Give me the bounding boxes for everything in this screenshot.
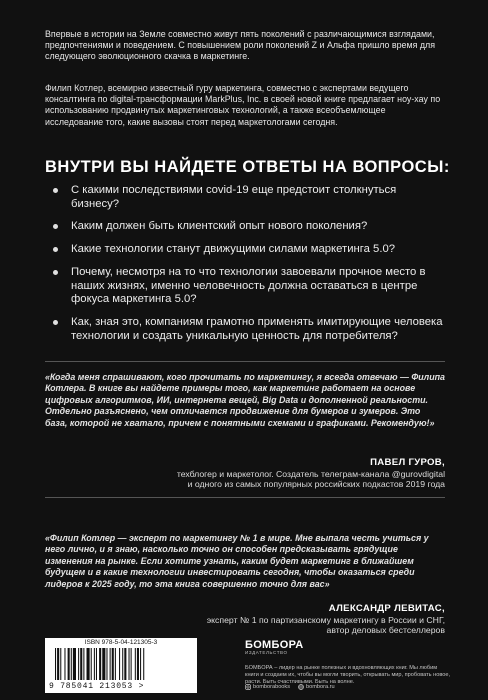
- instagram-icon: [245, 684, 251, 690]
- barcode: [45, 638, 197, 693]
- barcode-bar: [60, 648, 61, 680]
- bullet-icon: [53, 224, 58, 229]
- author-name: АЛЕКСАНДР ЛЕВИТАС,: [328, 603, 445, 614]
- barcode-bar: [115, 648, 116, 680]
- bullet-icon: [53, 270, 58, 275]
- barcode-bar: [64, 648, 65, 680]
- barcode-bar: [106, 648, 107, 680]
- barcode-bar: [68, 648, 70, 680]
- author-role: и одного из самых популярных российских подкастов 2019 года: [187, 479, 445, 489]
- author-name: ПАВЕЛ ГУРОВ,: [370, 457, 445, 468]
- barcode-bars: [55, 648, 189, 680]
- barcode-bar: [122, 648, 123, 680]
- author-role: автор деловых бестселлеров: [326, 625, 445, 635]
- question-item: Как, зная это, компаниям грамотно применять имитирующие человека технологии и создать уникальную ценность для потребителя?: [53, 316, 445, 343]
- barcode-bar: [137, 648, 139, 680]
- barcode-bar: [131, 648, 132, 680]
- bullet-icon: [53, 188, 58, 193]
- barcode-bar: [124, 648, 126, 680]
- testimonial-quote-2: «Филип Котлер — эксперт по маркетингу № 1 в мире. Мне выпала честь учиться у него лично, и я знаю, насколько точно он способен предсказывать грядущие изменения на рынке. Если хотите узнать, каким будет маркетинг в ближайшем будущем и в какие технологии инвестировать сегодня, чтобы оказаться среди лидеров к 2025 году, то эта книга совершенно точно для вас»: [45, 533, 429, 589]
- barcode-bar: [143, 648, 144, 680]
- barcode-bar: [87, 648, 90, 680]
- social-website[interactable]: bombora.ru: [298, 684, 335, 690]
- question-item: Каким должен быть клиентский опыт нового поколения?: [53, 220, 445, 234]
- author-role: техблогер и маркетолог. Создатель телеграм-канала @gurovdigital: [176, 468, 445, 479]
- isbn-label: ISBN 978-5-04-121305-3: [84, 639, 158, 646]
- testimonial-quote-1: «Когда меня спрашивают, кого прочитать по маркетингу, я всегда отвечаю — Филипа Котлера. В книге вы найдете примеры того, как маркетинг работает на основе цифровых алгоритмов, ИИ, интернета вещей, Big Data и дополненной реальности. Отдельно разъяснено, чем отличается продвижение для бумеров и зумеров. Это база, которой не хватало, причем с понятными схемами и графиками. Рекомендую!»: [45, 372, 445, 428]
- barcode-bar: [83, 648, 84, 680]
- bullet-icon: [53, 320, 58, 325]
- barcode-bar: [110, 648, 111, 680]
- barcode-bar: [71, 648, 72, 680]
- barcode-bar: [94, 648, 95, 680]
- publisher-social: [245, 684, 335, 690]
- divider: [45, 361, 445, 362]
- globe-icon: [298, 684, 304, 690]
- intro-paragraph-1: Впервые в истории на Земле совместно живут пять поколений с различающимися взглядами, предпочтениями и поведением. С повышением роли поколений Z и Альфа пришло время для следующего эволюционного скачка в маркетинге.: [45, 29, 436, 62]
- barcode-bar: [140, 648, 141, 680]
- social-instagram[interactable]: bomborabooks: [245, 684, 290, 690]
- barcode-digits: 9 785041 213053 >: [49, 682, 145, 691]
- barcode-bar: [102, 648, 105, 680]
- testimonial-author-2: [207, 604, 445, 636]
- question-item: Какие технологии станут движущими силами маркетинга 5.0?: [53, 243, 445, 257]
- barcode-bar: [78, 648, 79, 680]
- bullet-icon: [53, 247, 58, 252]
- barcode-bar: [91, 648, 92, 680]
- barcode-bar: [129, 648, 130, 680]
- publisher-logo: [245, 639, 304, 655]
- questions-heading: ВНУТРИ ВЫ НАЙДЕТЕ ОТВЕТЫ НА ВОПРОСЫ:: [45, 158, 450, 176]
- publisher-brand: БОМБОРА: [245, 639, 304, 651]
- publisher-description: БОМБОРА – лидер на рынке полезных и вдохновляющих книг. Мы любим книги и создаем их, чтобы вы могли творить, открывать мир, пробовать новое, расти. Быть счастливыми. Быть на волне.: [245, 665, 451, 685]
- publisher-sub: ИЗДАТЕЛЬСТВО: [245, 650, 288, 655]
- question-item: Почему, несмотря на то что технологии завоевали прочное место в наших жизнях, именно человечность должна оставаться в центре фокуса маркетинга 5.0?: [53, 266, 445, 307]
- barcode-bar: [55, 648, 56, 680]
- barcode-bar: [80, 648, 82, 680]
- barcode-bar: [96, 648, 97, 680]
- barcode-bar: [73, 648, 76, 680]
- barcode-bar: [119, 648, 120, 680]
- barcode-bar: [57, 648, 59, 680]
- intro-paragraph-2: Филип Котлер, всемирно известный гуру маркетинга, совместно с экспертами ведущего консалтинга по digital-трансформации MarkPlus, Inc. в своей новой книге предлагает ноу-хау по использованию продвинутых маркетинговых технологий, а также всеобъемлющее исследование того, какие вызовы стоят перед маркетологами сегодня.: [45, 83, 441, 127]
- barcode-bar: [135, 648, 136, 680]
- barcode-bar: [112, 648, 114, 680]
- divider: [45, 497, 445, 498]
- author-role: эксперт № 1 по партизанскому маркетингу в России и СНГ,: [206, 614, 445, 625]
- barcode-bar: [99, 648, 101, 680]
- testimonial-author-1: [177, 458, 445, 490]
- question-item: С какими последствиями covid-19 еще предстоит столкнуться бизнесу?: [53, 184, 445, 211]
- questions-list: [53, 184, 445, 352]
